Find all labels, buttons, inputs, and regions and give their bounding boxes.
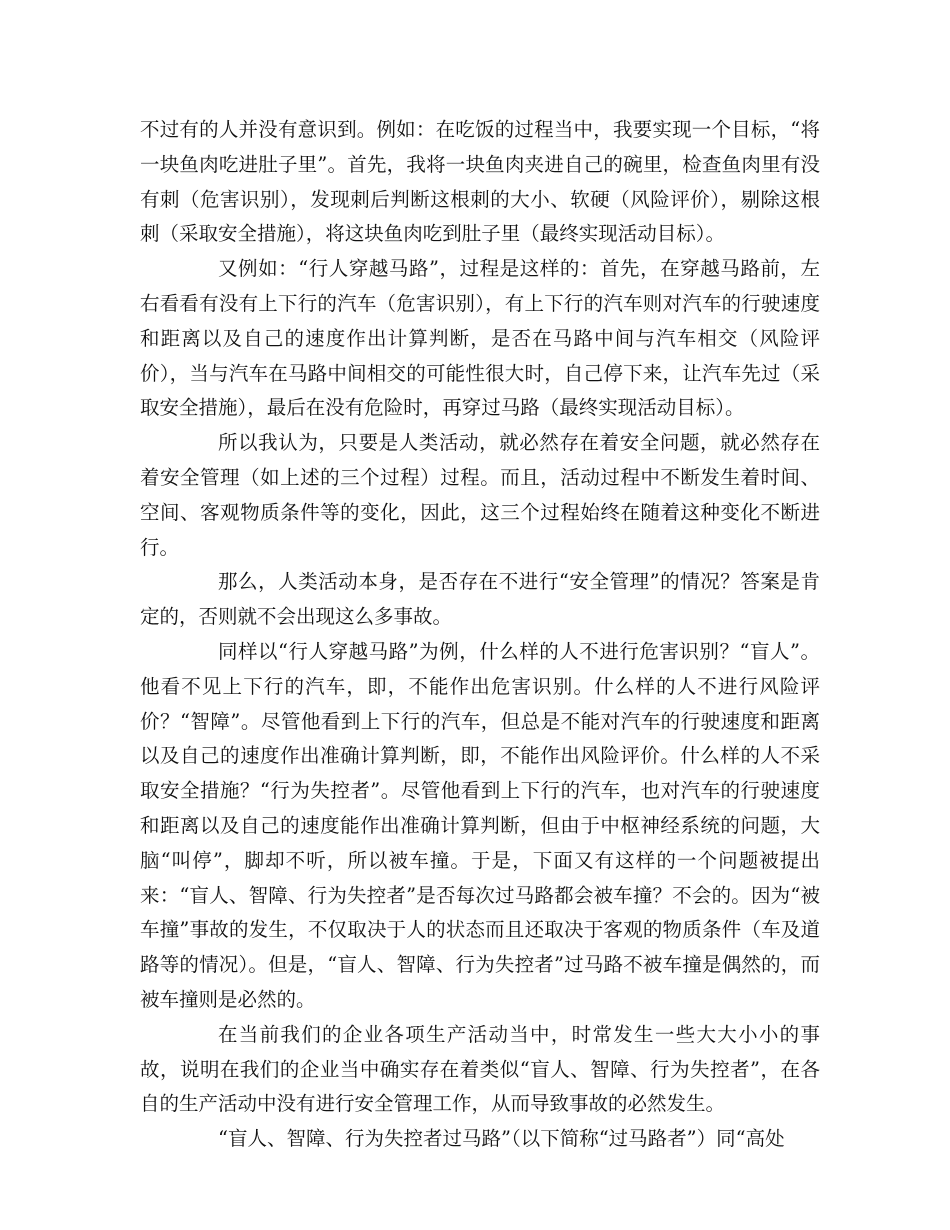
paragraph-3: 所以我认为，只要是人类活动，就必然存在着安全问题，就必然存在着安全管理（如上述的三个过程）过程。而且，活动过程中不断发生着时间、空间、客观物质条件等的变化，因此，这三个过程始终在随着这种变化不断进行。 bbox=[140, 431, 820, 559]
paragraph-4: 那么，人类活动本身，是否存在不进行“安全管理”的情况？答案是肯定的，否则就不会出现这么多事故。 bbox=[140, 570, 820, 629]
paragraph-2: 又例如：“行人穿越马路”，过程是这样的：首先，在穿越马路前，左右看看有没有上下行的汽车（危害识别），有上下行的汽车则对汽车的行驶速度和距离以及自己的速度作出计算判断，是否在马路中间与汽车相交（风险评价），当与汽车在马路中间相交的可能性很大时，自己停下来，让汽车先过（采取安全措施），最后在没有危险时，再穿过马路（最终实现活动目标）。 bbox=[140, 257, 820, 420]
paragraph-6: 在当前我们的企业各项生产活动当中，时常发生一些大大小小的事故，说明在我们的企业当中确实存在着类似“盲人、智障、行为失控者”，在各自的生产活动中没有进行安全管理工作，从而导致事故的必然发生。 bbox=[140, 1022, 820, 1116]
body-text bbox=[140, 113, 820, 1157]
paragraph-7: “盲人、智障、行为失控者过马路”（以下简称“过马路者”）同“高处 bbox=[218, 1127, 785, 1151]
paragraph-1: 不过有的人并没有意识到。例如：在吃饭的过程当中，我要实现一个目标，“将一块鱼肉吃进肚子里”。首先，我将一块鱼肉夹进自己的碗里，检查鱼肉里有没有刺（危害识别），发现刺后判断这根刺的大小、软硬（风险评价），剔除这根刺（采取安全措施），将这块鱼肉吃到肚子里（最终实现活动目标）。 bbox=[140, 118, 820, 246]
paragraph-5: 同样以“行人穿越马路”为例，什么样的人不进行危害识别？“盲人”。他看不见上下行的汽车，即，不能作出危害识别。什么样的人不进行风险评价？“智障”。尽管他看到上下行的汽车，但总是不能对汽车的行驶速度和距离以及自己的速度作出准确计算判断，即，不能作出风险评价。什么样的人不采取安全措施？“行为失控者”。尽管他看到上下行的汽车，也对汽车的行驶速度和距离以及自己的速度能作出准确计算判断，但由于中枢神经系统的问题，大脑“叫停”，脚却不听，所以被车撞。于是，下面又有这样的一个问题被提出来：“盲人、智障、行为失控者”是否每次过马路都会被车撞？不会的。因为“被车撞”事故的发生，不仅取决于人的状态而且还取决于客观的物质条件（车及道路等的情况）。但是，“盲人、智障、行为失控者”过马路不被车撞是偶然的，而被车撞则是必然的。 bbox=[140, 639, 820, 1011]
